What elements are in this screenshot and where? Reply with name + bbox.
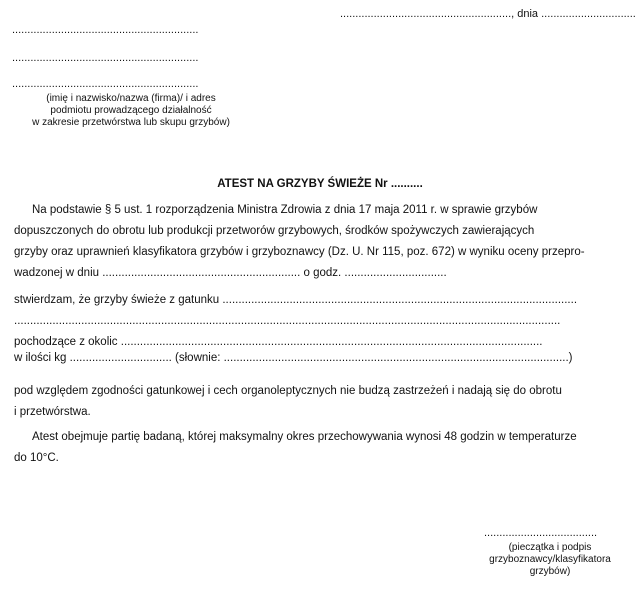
address-caption-line: (imię i nazwisko/nazwa (firma)/ i adres (46, 93, 216, 104)
signature-line: ..................................... (484, 527, 598, 539)
paragraph-line: grzyby oraz uprawnień klasyfikatora grzybów i grzyboznawcy (Dz. U. Nr 115, poz. 672) w wyniku oceny przepro- (14, 246, 585, 258)
address-caption-line: podmiotu prowadzącego działalność (50, 105, 212, 116)
signature-caption-line: grzybów) (529, 566, 571, 577)
address-line-1: ............................................................. (12, 24, 199, 36)
paragraph-line: i przetwórstwa. (14, 406, 91, 418)
signature-caption-line: grzyboznawcy/klasyfikatora (489, 554, 611, 565)
address-line-2: ............................................................. (12, 52, 199, 64)
paragraph-validity (14, 427, 626, 469)
species-field: stwierdzam, że grzyby świeże z gatunku ............................................................................................................... (14, 294, 578, 306)
paragraph-line: do 10°C. (14, 452, 59, 464)
paragraph-legal-basis (14, 200, 626, 284)
quantity-field: w ilości kg ................................ (słownie: ............................................................................................................) (14, 352, 573, 364)
date-line: ........................................................, dnia ............................... (340, 8, 636, 20)
address-line-3: ............................................................. (12, 78, 199, 90)
document-title: ATEST NA GRZYBY ŚWIEŻE Nr .......... (217, 178, 423, 190)
species-field-continuation: ........................................................................................................................................................................... (14, 315, 561, 327)
paragraph-line: pod względem zgodności gatunkowej i cech organoleptycznych nie budzą zastrzeżeń i nadają się do obrotu (14, 385, 562, 397)
signature-caption-line: (pieczątka i podpis (508, 542, 592, 553)
signature-caption (470, 542, 630, 578)
address-caption-line: w zakresie przetwórstwa lub skupu grzybów) (32, 117, 230, 128)
origin-field: pochodzące z okolic .................................................................................................................................... (14, 336, 543, 348)
paragraph-line: Na podstawie § 5 ust. 1 rozporządzenia Ministra Zdrowia z dnia 17 maja 2011 r. w sprawie grzybów (32, 204, 538, 216)
paragraph-line: wadzonej w dniu .............................................................. o godz. ................................ (14, 267, 447, 279)
paragraph-line: Atest obejmuje partię badaną, której maksymalny okres przechowywania wynosi 48 godzin w temperaturze (32, 431, 577, 443)
paragraph-assessment (14, 381, 626, 423)
paragraph-line: dopuszczonych do obrotu lub produkcji przetworów grzybowych, środków spożywczych zawierających (14, 225, 535, 237)
address-caption (0, 93, 262, 129)
